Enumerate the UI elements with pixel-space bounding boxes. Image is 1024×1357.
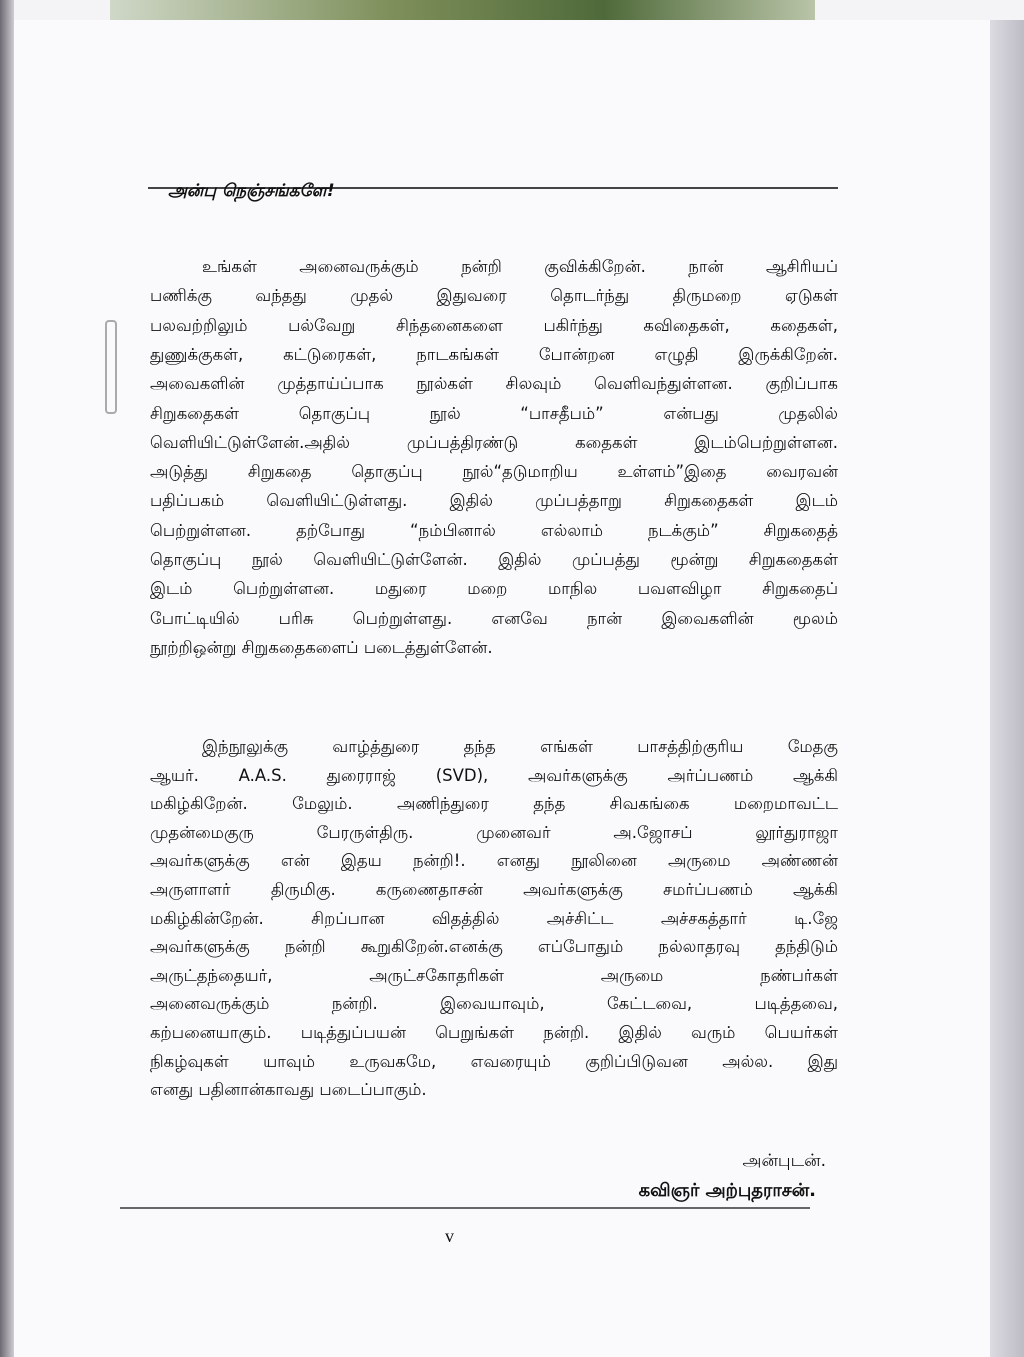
text-line: அடுத்து சிறுகதை தொகுப்பு நூல்“தடுமாறிய உள்ளம்”இதை வைரவன் <box>150 462 838 482</box>
text-line: பெற்றுள்ளன. தற்போது “நம்பினால் எல்லாம் நடக்கும்” சிறுகதைத் <box>150 520 838 540</box>
text-line: நிகழ்வுகள் யாவும் உருவகமே, எவரையும் குறிப்பிடுவன அல்ல. இது <box>150 1051 838 1071</box>
text-line: மகிழ்கிறேன். மேலும். அணிந்துரை தந்த சிவகங்கை மறைமாவட்ட <box>150 794 838 814</box>
bottom-rule <box>120 1207 810 1209</box>
text-line: துணுக்குகள், கட்டுரைகள், நாடகங்கள் போன்றன எழுதி இருக்கிறேன். <box>150 344 838 364</box>
closing-salutation: அன்புடன். <box>742 1151 826 1171</box>
text-line: அவர்களுக்கு என் இதய நன்றி!. எனது நூலினை அருமை அண்ணன் <box>150 851 838 871</box>
text-line: அருட்தந்தையர், அருட்சகோதரிகள் அருமை நண்பர்கள் <box>150 965 838 985</box>
text-line: இந்நூலுக்கு வாழ்த்துரை தந்த எங்கள் பாசத்திற்குரிய மேதகு <box>202 737 838 756</box>
text-line: உங்கள் அனைவருக்கும் நன்றி குவிக்கிறேன். நான் ஆசிரியப் <box>202 257 838 276</box>
text-line: அனைவருக்கும் நன்றி. இவையாவும், கேட்டவை, படித்தவை, <box>150 994 838 1014</box>
author-signature: கவிஞர் அற்புதராசன். <box>638 1180 816 1201</box>
page-number: v <box>445 1226 454 1246</box>
text-line: நூற்றிஒன்று சிறுகதைகளைப் படைத்துள்ளேன். <box>150 637 493 657</box>
text-line: பதிப்பகம் வெளியிட்டுள்ளது. இதில் முப்பத்தாறு சிறுகதைகள் இடம் <box>150 491 838 511</box>
text-line: எனது பதினான்காவது படைப்பாகும். <box>150 1080 427 1100</box>
text-line: தொகுப்பு நூல் வெளியிட்டுள்ளேன். இதில் முப்பத்து மூன்று சிறுகதைகள் <box>150 550 838 569</box>
page-heading: அன்பு நெஞ்சங்களே! <box>168 181 335 201</box>
text-line: அருளாளர் திருமிகு. கருணைதாசன் அவர்களுக்கு சமர்ப்பணம் ஆக்கி <box>150 880 838 899</box>
text-line: மகிழ்கின்றேன். சிறப்பான விதத்தில் அச்சிட்ட அச்சகத்தார் டி.ஜே <box>150 908 838 928</box>
text-line: இடம் பெற்றுள்ளன. மதுரை மறை மாநில பவளவிழா சிறுகதைப் <box>150 579 838 599</box>
page-edge-shadow <box>990 20 1024 1357</box>
text-line: முதன்மைகுரு பேரருள்திரு. முனைவர் அ.ஜோசப் லூர்துராஜா <box>150 822 838 842</box>
text-line: அவைகளின் முத்தாய்ப்பாக நூல்கள் சிலவும் வெளிவந்துள்ளன. குறிப்பாக <box>150 374 838 394</box>
text-line: பலவற்றிலும் பல்வேறு சிந்தனைகளை பகிர்ந்து கவிதைகள், கதைகள், <box>150 315 838 335</box>
text-line: பணிக்கு வந்தது முதல் இதுவரை தொடர்ந்து திருமறை ஏடுகள் <box>150 286 838 306</box>
text-line: சிறுகதைகள் தொகுப்பு நூல் “பாசதீபம்” என்பது முதலில் <box>150 403 838 423</box>
text-line: கற்பனையாகும். படித்துப்பயன் பெறுங்கள் நன்றி. இதில் வரும் பெயர்கள் <box>150 1023 838 1042</box>
text-line: வெளியிட்டுள்ளேன்.அதில் முப்பத்திரண்டு கதைகள் இடம்பெற்றுள்ளன. <box>150 432 838 452</box>
cover-photo-edge <box>110 0 815 22</box>
scan-left-edge <box>0 0 14 1357</box>
book-page <box>14 20 999 1357</box>
text-line: போட்டியில் பரிசு பெற்றுள்ளது. எனவே நான் இவைகளின் மூலம் <box>150 608 838 628</box>
text-line: அவர்களுக்கு நன்றி கூறுகிறேன்.எனக்கு எப்போதும் நல்லாதரவு தந்திடும் <box>150 937 838 957</box>
binding-staple <box>105 320 117 414</box>
text-line: ஆயர். A.A.S. துரைராஜ் (SVD), அவர்களுக்கு அர்ப்பணம் ஆக்கி <box>150 765 838 785</box>
